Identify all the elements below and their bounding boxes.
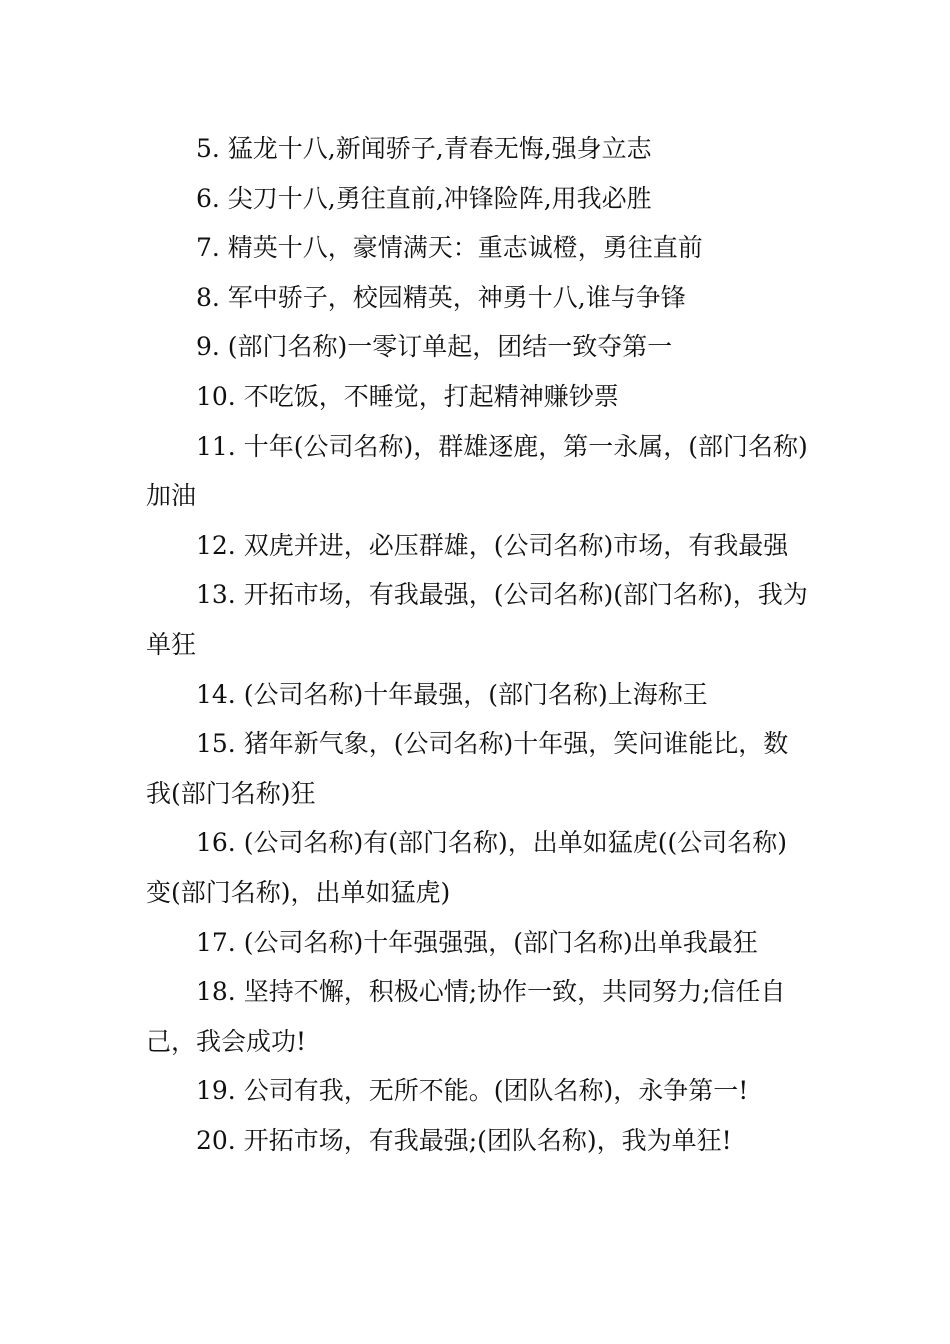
list-item: 15. 猪年新气象，(公司名称)十年强，笑问谁能比，数我(部门名称)狂 xyxy=(146,729,789,808)
list-item: 18. 坚持不懈，积极心情;协作一致，共同努力;信任自己，我会成功! xyxy=(146,977,786,1056)
list-item: 8. 军中骄子，校园精英，神勇十八,谁与争锋 xyxy=(196,282,686,312)
list-item: 14. (公司名称)十年最强，(部门名称)上海称王 xyxy=(196,679,708,709)
list-item: 12. 双虎并进，必压群雄，(公司名称)市场，有我最强 xyxy=(196,530,789,560)
list-item: 7. 精英十八，豪情满天：重志诚橙，勇往直前 xyxy=(196,233,703,263)
slogan-list xyxy=(146,124,811,1165)
list-item: 13. 开拓市场，有我最强，(公司名称)(部门名称)，我为单狂 xyxy=(146,580,808,659)
list-item: 11. 十年(公司名称)，群雄逐鹿，第一永属，(部门名称)加油 xyxy=(146,431,808,511)
list-item: 6. 尖刀十八,勇往直前,冲锋险阵,用我必胜 xyxy=(196,183,652,213)
list-item: 5. 猛龙十八,新闻骄子,青春无悔,强身立志 xyxy=(196,134,652,163)
list-item: 20. 开拓市场，有我最强;(团队名称)，我为单狂! xyxy=(196,1125,732,1155)
list-item: 19. 公司有我，无所不能。(团队名称)，永争第一! xyxy=(196,1076,749,1106)
list-item: 10. 不吃饭，不睡觉，打起精神赚钞票 xyxy=(196,381,619,411)
list-item: 17. (公司名称)十年强强强，(部门名称)出单我最狂 xyxy=(196,927,758,957)
list-item: 9. (部门名称)一零订单起，团结一致夺第一 xyxy=(196,332,673,362)
list-item: 16. (公司名称)有(部门名称)，出单如猛虎((公司名称)变(部门名称)，出单如猛虎) xyxy=(146,828,787,907)
